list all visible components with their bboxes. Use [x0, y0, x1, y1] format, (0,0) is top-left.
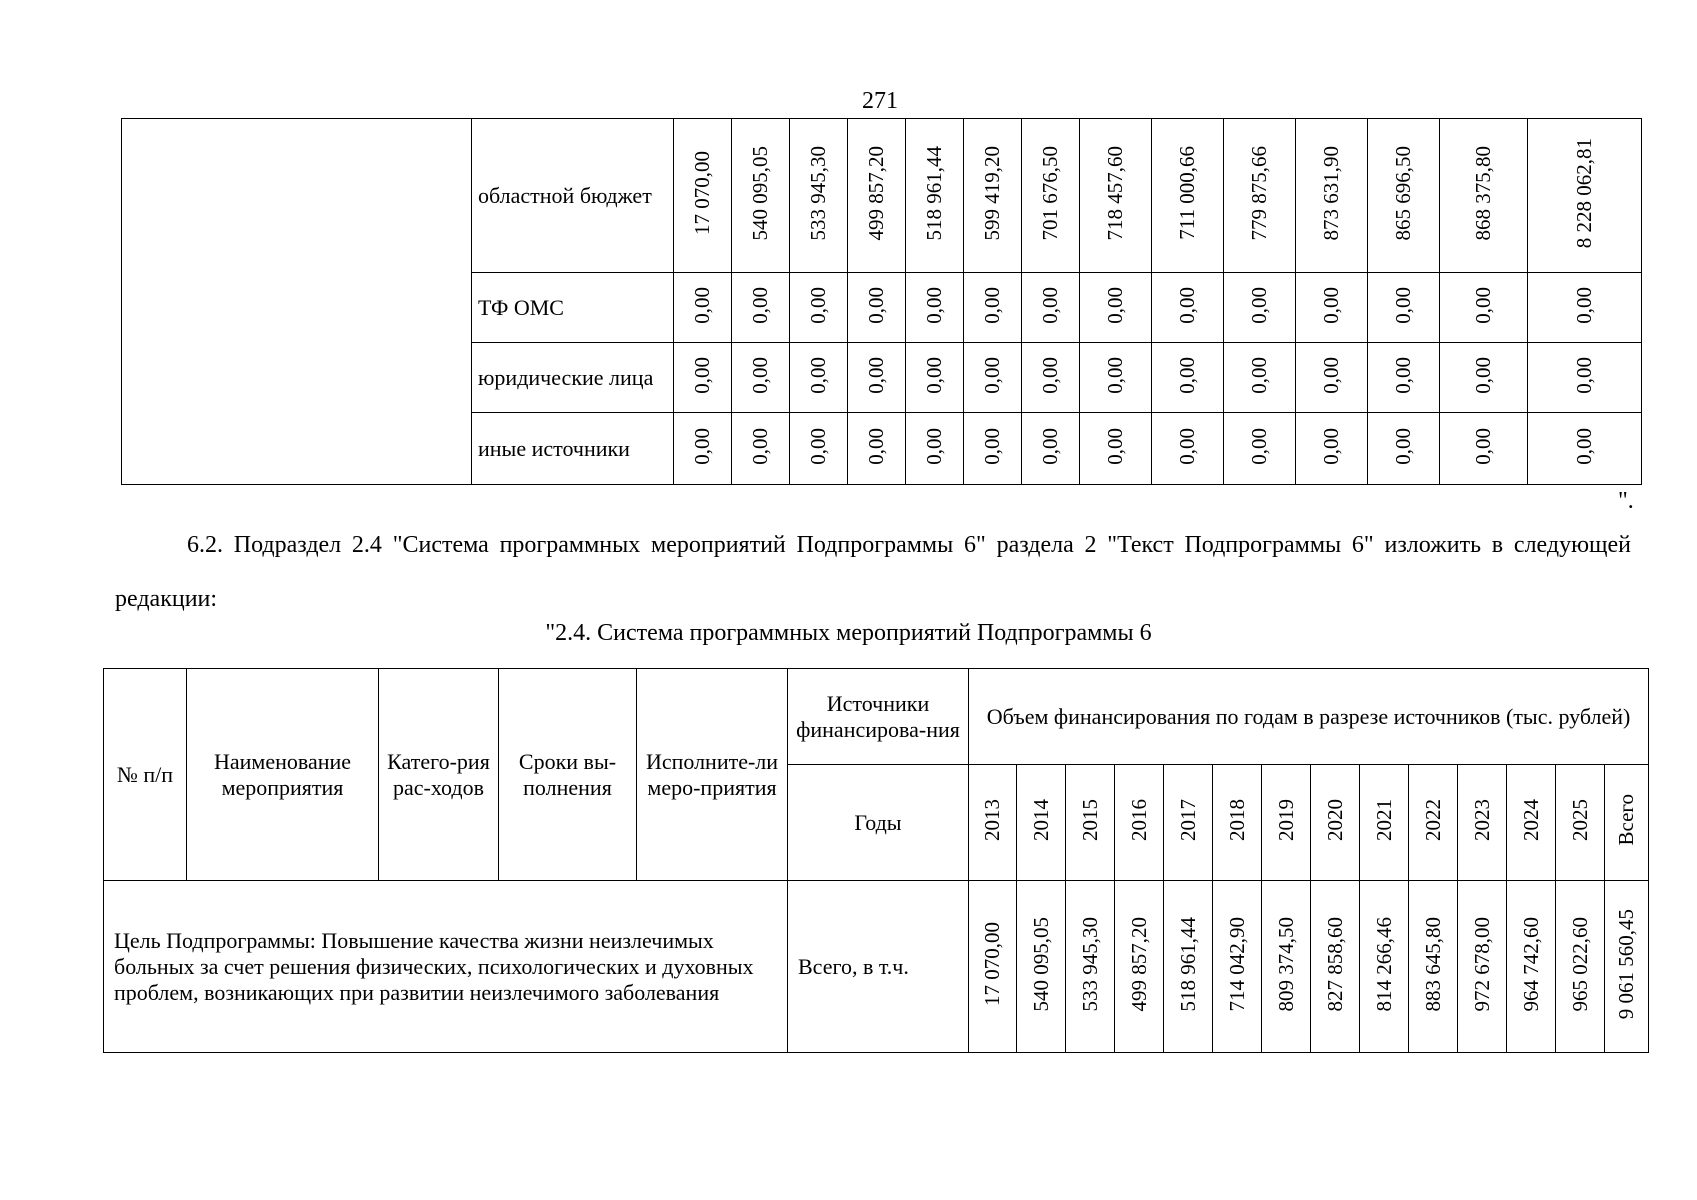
header-funding-sources: Источники финансирова-ния	[788, 669, 969, 765]
header-row-1	[104, 669, 1649, 765]
value-cell: 0,00	[1368, 413, 1440, 485]
value-cell: 701 676,50	[1022, 119, 1080, 273]
source-label: ТФ ОМС	[472, 273, 674, 343]
value-cell: 0,00	[674, 343, 732, 413]
page-number: 271	[862, 88, 898, 114]
value-cell: 0,00	[1296, 413, 1368, 485]
value-cell: 0,00	[790, 413, 848, 485]
value-cell: 0,00	[1440, 343, 1528, 413]
value-cell: 0,00	[732, 343, 790, 413]
year-header: 2015	[1066, 765, 1115, 881]
value-cell: 0,00	[1224, 343, 1296, 413]
value-cell: 814 266,46	[1360, 881, 1409, 1053]
value-cell: 0,00	[1368, 273, 1440, 343]
body-paragraph: 6.2. Подраздел 2.4 "Система программных мероприятий Подпрограммы 6" раздела 2 "Текст Подпрограммы 6" изложить в следующей редакции:	[115, 532, 1631, 612]
value-cell: 718 457,60	[1080, 119, 1152, 273]
year-header: 2014	[1017, 765, 1066, 881]
value-cell: 0,00	[1528, 343, 1642, 413]
value-cell: 0,00	[1528, 413, 1642, 485]
value-cell: 0,00	[1224, 413, 1296, 485]
value-cell: 0,00	[674, 273, 732, 343]
header-executors: Исполните-ли меро-приятия	[637, 669, 788, 881]
value-cell: 0,00	[906, 413, 964, 485]
value-cell: 883 645,80	[1409, 881, 1458, 1053]
value-cell: 0,00	[1224, 273, 1296, 343]
value-cell: 0,00	[906, 273, 964, 343]
value-cell-total: 9 061 560,45	[1605, 881, 1649, 1053]
header-years-label: Годы	[788, 765, 969, 881]
goal-row	[104, 881, 1649, 1053]
value-cell: 518 961,44	[1164, 881, 1213, 1053]
value-cell: 499 857,20	[848, 119, 906, 273]
value-cell: 518 961,44	[906, 119, 964, 273]
value-cell: 779 875,66	[1224, 119, 1296, 273]
value-cell: 0,00	[964, 413, 1022, 485]
year-header: 2024	[1507, 765, 1556, 881]
value-cell: 0,00	[790, 273, 848, 343]
goal-source-label: Всего, в т.ч.	[788, 881, 969, 1053]
year-header: 2021	[1360, 765, 1409, 881]
value-cell: 533 945,30	[790, 119, 848, 273]
value-cell: 711 000,66	[1152, 119, 1224, 273]
value-cell: 8 228 062,81	[1528, 119, 1642, 273]
value-cell: 0,00	[1080, 413, 1152, 485]
value-cell: 873 631,90	[1296, 119, 1368, 273]
top-row-regional-budget	[122, 119, 1642, 273]
value-cell: 965 022,60	[1556, 881, 1605, 1053]
top-funding-table	[121, 118, 1642, 485]
value-cell: 0,00	[674, 413, 732, 485]
value-cell: 0,00	[848, 273, 906, 343]
value-cell: 0,00	[1440, 413, 1528, 485]
source-label: иные источники	[472, 413, 674, 485]
value-cell: 0,00	[1022, 343, 1080, 413]
value-cell: 0,00	[1296, 273, 1368, 343]
value-cell: 540 095,05	[732, 119, 790, 273]
goal-text: Цель Подпрограммы: Повышение качества жизни неизлечимых больных за счет решения физических, психологических и духовных проблем, возникающих при развитии неизлечимого заболевания	[104, 881, 788, 1053]
value-cell: 0,00	[906, 343, 964, 413]
value-cell: 599 419,20	[964, 119, 1022, 273]
value-cell: 964 742,60	[1507, 881, 1556, 1053]
value-cell: 0,00	[1022, 413, 1080, 485]
header-num: № п/п	[104, 669, 187, 881]
value-cell: 0,00	[732, 273, 790, 343]
year-header: 2013	[969, 765, 1017, 881]
closing-quote: ".	[1618, 488, 1634, 514]
source-label: юридические лица	[472, 343, 674, 413]
value-cell: 0,00	[732, 413, 790, 485]
value-cell: 17 070,00	[969, 881, 1017, 1053]
year-header: 2025	[1556, 765, 1605, 881]
value-cell: 0,00	[1152, 343, 1224, 413]
value-cell: 533 945,30	[1066, 881, 1115, 1053]
value-cell: 827 858,60	[1311, 881, 1360, 1053]
value-cell: 17 070,00	[674, 119, 732, 273]
value-cell: 0,00	[848, 343, 906, 413]
header-expense-category: Катего-рия рас-ходов	[379, 669, 499, 881]
value-cell: 0,00	[964, 273, 1022, 343]
value-cell: 0,00	[1440, 273, 1528, 343]
value-cell: 0,00	[1368, 343, 1440, 413]
value-cell: 0,00	[1080, 343, 1152, 413]
value-cell: 499 857,20	[1115, 881, 1164, 1053]
value-cell: 0,00	[1152, 273, 1224, 343]
value-cell: 540 095,05	[1017, 881, 1066, 1053]
value-cell: 868 375,80	[1440, 119, 1528, 273]
source-label: областной бюджет	[472, 119, 674, 273]
value-cell: 0,00	[1080, 273, 1152, 343]
section-title: "2.4. Система программных мероприятий Подпрограммы 6	[545, 620, 1152, 646]
value-cell: 865 696,50	[1368, 119, 1440, 273]
value-cell: 0,00	[1296, 343, 1368, 413]
value-cell: 0,00	[1528, 273, 1642, 343]
value-cell: 0,00	[790, 343, 848, 413]
year-header: 2018	[1213, 765, 1262, 881]
value-cell: 0,00	[1152, 413, 1224, 485]
year-header-total: Всего	[1605, 765, 1649, 881]
year-header: 2022	[1409, 765, 1458, 881]
header-measure-name: Наименование мероприятия	[187, 669, 379, 881]
year-header: 2017	[1164, 765, 1213, 881]
header-funding-volume: Объем финансирования по годам в разрезе источников (тыс. рублей)	[969, 669, 1649, 765]
year-header: 2019	[1262, 765, 1311, 881]
header-terms: Сроки вы-полнения	[499, 669, 637, 881]
value-cell: 809 374,50	[1262, 881, 1311, 1053]
empty-merged-cell	[122, 119, 472, 485]
value-cell: 0,00	[848, 413, 906, 485]
value-cell: 714 042,90	[1213, 881, 1262, 1053]
year-header: 2020	[1311, 765, 1360, 881]
value-cell: 0,00	[964, 343, 1022, 413]
year-header: 2016	[1115, 765, 1164, 881]
value-cell: 0,00	[1022, 273, 1080, 343]
year-header: 2023	[1458, 765, 1507, 881]
program-measures-table	[103, 668, 1649, 1053]
value-cell: 972 678,00	[1458, 881, 1507, 1053]
